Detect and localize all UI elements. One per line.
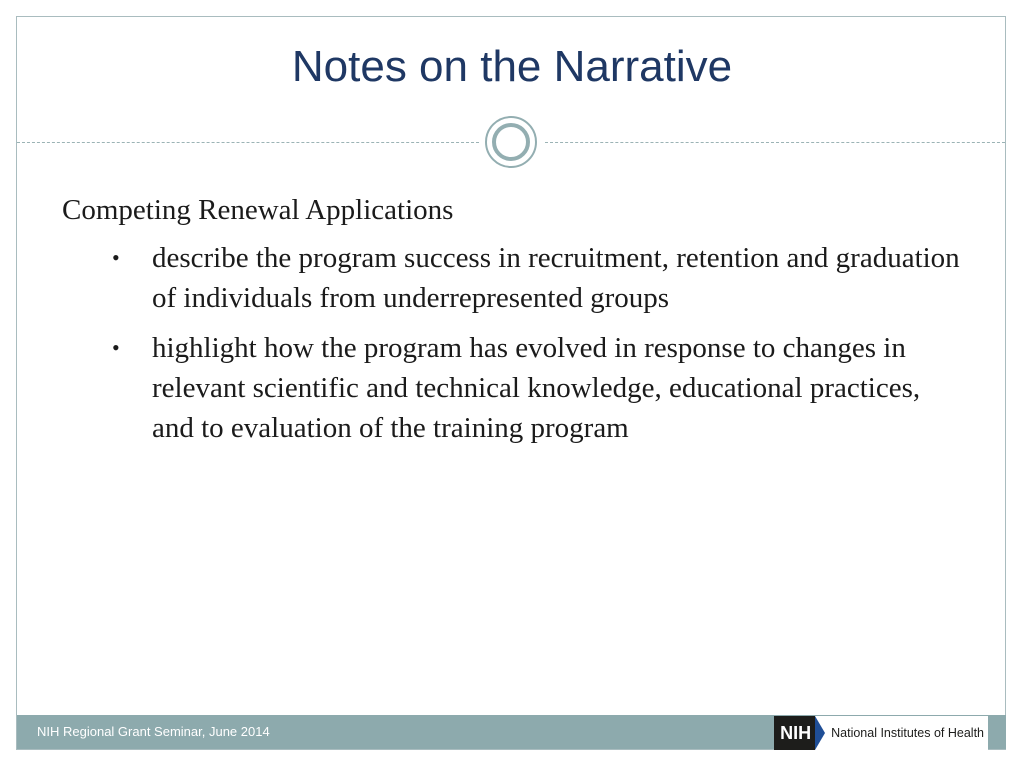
bullet-icon: • [112,245,120,270]
section-heading: Competing Renewal Applications [62,194,454,226]
nih-logo [774,716,988,750]
circle-ornament-inner [492,123,530,161]
footer-text: NIH Regional Grant Seminar, June 2014 [37,724,270,739]
nih-mark-icon [774,716,825,750]
nih-name-text: National Institutes of Health [831,726,984,740]
bullet-text: describe the program success in recruitment, retention and graduation of individuals from underrepresented groups [152,242,960,314]
title-divider-left [17,142,479,143]
bullet-icon: • [112,335,120,360]
bullet-list [62,238,962,448]
bullet-item [62,238,962,318]
title-divider-right [545,142,1005,143]
nih-arrow-icon [815,716,825,750]
bullet-text: highlight how the program has evolved in response to changes in relevant scientific and technical knowledge, educational practices, and to evaluation of the training program [152,332,921,444]
bullet-item [62,328,962,448]
slide-title: Notes on the Narrative [291,42,733,91]
slide-content [62,190,962,458]
footer-bar [17,715,1006,749]
circle-ornament-icon [485,116,537,168]
nih-mark-text: NIH [774,716,815,750]
